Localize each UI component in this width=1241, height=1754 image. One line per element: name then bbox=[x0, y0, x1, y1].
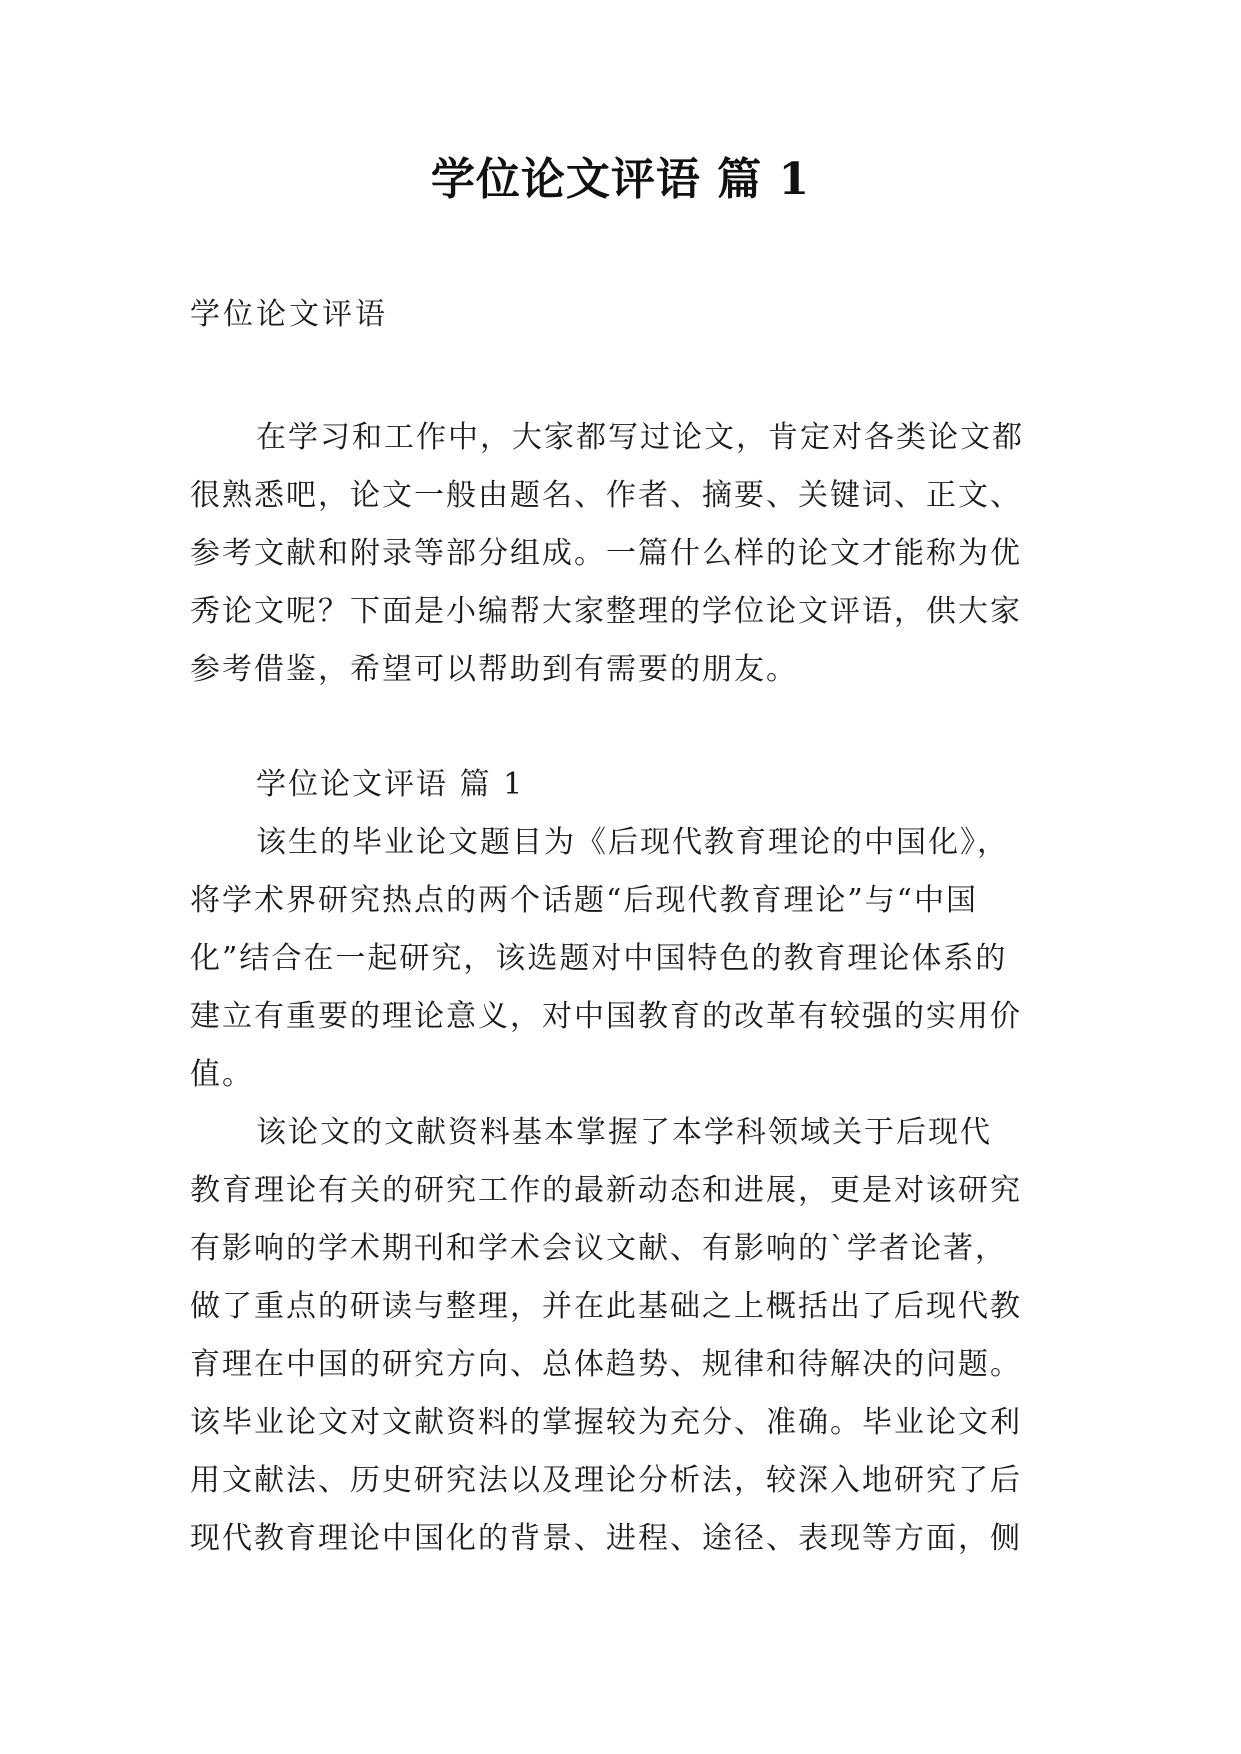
intro-line: 参考文献和附录等部分组成。一篇什么样的论文才能称为优 bbox=[190, 536, 1022, 571]
paragraph2-line: 做了重点的研读与整理，并在此基础之上概括出了后现代教 bbox=[190, 1289, 1022, 1324]
paragraph2-line: 该论文的文献资料基本掌握了本学科领域关于后现代 bbox=[256, 1115, 992, 1150]
paragraph2-line: 教育理论有关的研究工作的最新动态和进展，更是对该研究 bbox=[190, 1173, 1022, 1208]
paragraph1-line: 将学术界研究热点的两个话题“后现代教育理论”与“中国 bbox=[190, 883, 979, 918]
intro-line: 参考借鉴，希望可以帮助到有需要的朋友。 bbox=[190, 652, 798, 687]
paragraph1-line: 建立有重要的理论意义，对中国教育的改革有较强的实用价 bbox=[190, 999, 1022, 1034]
intro-paragraph bbox=[190, 409, 1070, 699]
document-title: 学位论文评语 篇 1 bbox=[430, 154, 811, 205]
paragraph1-line: 值。 bbox=[190, 1057, 254, 1092]
intro-line: 在学习和工作中，大家都写过论文，肯定对各类论文都 bbox=[256, 420, 1024, 455]
document-subtitle: 学位论文评语 bbox=[190, 297, 388, 332]
intro-line: 秀论文呢？下面是小编帮大家整理的学位论文评语，供大家 bbox=[190, 594, 1022, 629]
paragraph1-line: 该生的毕业论文题目为《后现代教育理论的中国化》， bbox=[256, 825, 1009, 860]
paragraph2-line: 用文献法、历史研究法以及理论分析法，较深入地研究了后 bbox=[190, 1463, 1022, 1498]
intro-line: 很熟悉吧，论文一般由题名、作者、摘要、关键词、正文、 bbox=[190, 478, 1022, 513]
paragraph2-line: 有影响的学术期刊和学术会议文献、有影响的`学者论著， bbox=[190, 1231, 1007, 1266]
paragraph2-line: 该毕业论文对文献资料的掌握较为充分、准确。毕业论文利 bbox=[190, 1405, 1022, 1440]
paragraph2-line: 育理在中国的研究方向、总体趋势、规律和待解决的问题。 bbox=[190, 1347, 1022, 1382]
paragraph2-line: 现代教育理论中国化的背景、进程、途径、表现等方面，侧 bbox=[190, 1521, 1022, 1556]
section-heading: 学位论文评语 篇 1 bbox=[256, 767, 525, 802]
paragraph1-line: 化”结合在一起研究，该选题对中国特色的教育理论体系的 bbox=[190, 941, 1008, 976]
section-body bbox=[190, 756, 1070, 1568]
